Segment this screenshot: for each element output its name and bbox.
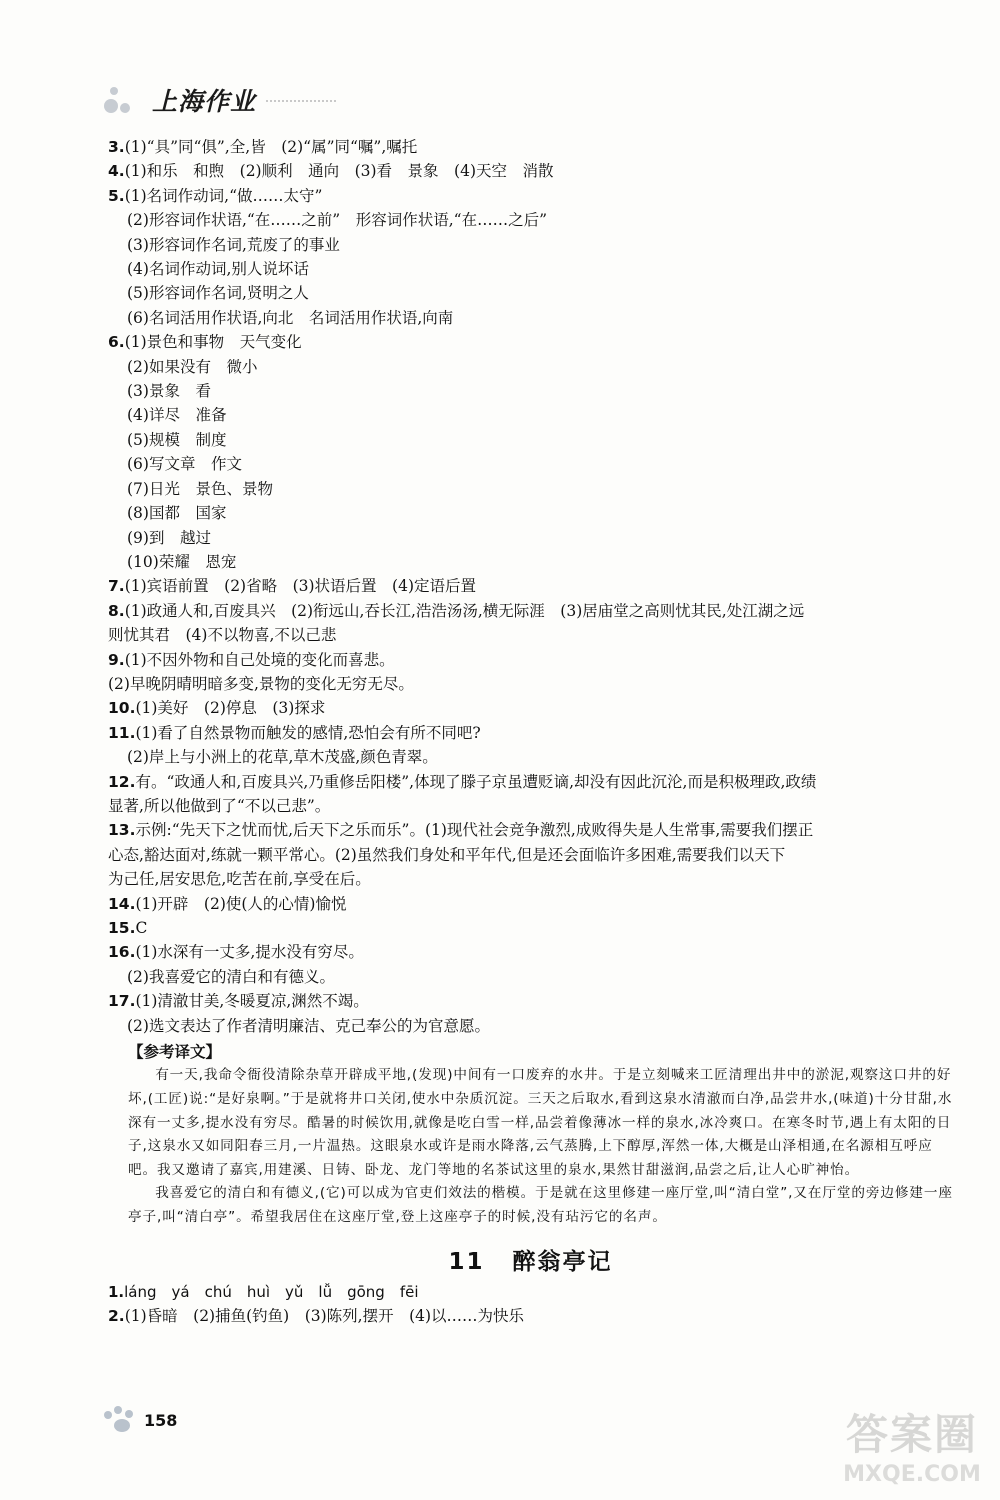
watermark xyxy=(832,1402,992,1492)
translation-paragraph-1: 有一天,我命令衙役清除杂草开辟成平地,(发现)中间有一口废弃的水井。于是立刻喊来工匠清理出井中的淤泥,观察这口井的好坏,(工匠)说:“是好泉啊。”于是就将井口关闭,使水中杂质沉淀。三天之后取水,看到这泉水清澈而白净,品尝井水,(味道)十分甘甜,水深有一丈多,提水没有穷尽。酷暑的时候饮用,就像是吃白雪一样,品尝着像薄冰一样的泉水,冰冷爽口。在寒冬时节,遇上有太阳的日子,这泉水又如同阳春三月,一片温热。这眼泉水或许是雨水降落,云气蒸腾,上下醇厚,浑然一体,大概是山泽相通,在名源相互呼应吧。我又邀请了嘉宾,用建溪、日铸、卧龙、龙门等地的名茶试这里的泉水,果然甘甜滋润,品尝之后,让人心旷神怡。 xyxy=(128,1067,953,1178)
answer-line xyxy=(108,892,953,916)
answer-text: C xyxy=(135,919,148,937)
question-number: 9. xyxy=(108,650,125,669)
answer-line xyxy=(108,208,953,232)
header-title: 上海作业 xyxy=(152,87,257,116)
answer-line xyxy=(108,526,953,550)
answer-line xyxy=(108,648,953,672)
answer-text: (2)我喜爱它的清白和有德义。 xyxy=(127,967,335,986)
answer-line xyxy=(108,306,953,330)
answer-text: (1)宾语前置 (2)省略 (3)状语后置 (4)定语后置 xyxy=(124,577,477,596)
answer-text: (4)详尽 准备 xyxy=(127,406,227,425)
answer-text: 有。“政通人和,百废具兴,乃重修岳阳楼”,体现了滕子京虽遭贬谪,却没有因此沉沦,而是积极理政,政绩 xyxy=(135,772,817,791)
answer-line xyxy=(108,403,953,427)
answer-text: 显著,所以他做到了“不以己悲”。 xyxy=(108,796,331,815)
answer-line xyxy=(108,965,953,989)
question-number: 11. xyxy=(108,723,136,742)
answer-content xyxy=(108,135,953,1329)
answer-text: (4)名词作动词,别人说坏话 xyxy=(127,260,309,279)
question-number: 12. xyxy=(108,772,136,791)
answer-text: 示例:“先天下之忧而忧,后天下之乐而乐”。(1)现代社会竞争激烈,成败得失是人生常事,需要我们摆正 xyxy=(135,821,814,840)
answer-text: (1)水深有一丈多,提水没有穷尽。 xyxy=(135,943,364,962)
answer-line xyxy=(108,501,953,525)
answer-line xyxy=(108,745,953,769)
answer-text: (1)美好 (2)停息 (3)探求 xyxy=(135,699,326,718)
answer-text: (1)看了自然景物而触发的感情,恐怕会有所不同吧? xyxy=(135,723,481,742)
translation-paragraph-2: 我喜爱它的清白和有德义,(它)可以成为官吏们效法的楷模。于是就在这里修建一座厅堂,叫“清白堂”,又在厅堂的旁边修建一座亭子,叫“清白亭”。希望我居住在这座厅堂,登上这座亭子的时候,没有玷污它的名声。 xyxy=(128,1185,953,1225)
answer-text: (2)早晚阴晴明暗多变,景物的变化无穷无尽。 xyxy=(108,674,414,693)
answer-text: (5)规模 制度 xyxy=(127,430,227,449)
page-number: 158 xyxy=(144,1410,178,1430)
answer-line xyxy=(108,281,953,305)
question-number: 4. xyxy=(108,162,125,181)
answer-line xyxy=(108,794,953,818)
answer-text: (7)日光 景色、景物 xyxy=(127,479,273,498)
watermark-glyphs: 答案圈 xyxy=(845,1410,978,1459)
question-number: 1. xyxy=(108,1283,125,1301)
answer-line xyxy=(108,159,953,183)
answer-text: (1)昏暗 (2)捕鱼(钓鱼) (3)陈列,摆开 (4)以……为快乐 xyxy=(124,1307,525,1326)
answer-text: (2)岸上与小洲上的花草,草木茂盛,颜色青翠。 xyxy=(127,748,438,767)
answer-text: (3)景象 看 xyxy=(127,382,211,401)
paw-icon xyxy=(100,1405,142,1435)
answer-text: (3)形容词作名词,荒废了的事业 xyxy=(127,235,340,254)
question-number: 15. xyxy=(108,919,136,937)
section-heading xyxy=(108,1250,953,1274)
answer-line xyxy=(108,623,953,647)
reference-label: 【参考译文】 xyxy=(128,1042,222,1062)
question-number: 17. xyxy=(108,992,136,1011)
answer-line xyxy=(108,599,953,623)
answer-line xyxy=(108,428,953,452)
answer-text: (2)如果没有 微小 xyxy=(127,357,258,376)
section-number: 11 xyxy=(448,1248,485,1275)
mascot-icon xyxy=(100,81,148,119)
answer-text: (8)国都 国家 xyxy=(127,504,227,523)
question-number: 10. xyxy=(108,699,136,718)
answer-text: (9)到 越过 xyxy=(127,528,211,547)
answer-text: (1)名词作动词,“做……太守” xyxy=(124,186,323,205)
answer-line xyxy=(108,843,953,867)
answer-line xyxy=(108,452,953,476)
answer-text: 为己任,居安思危,吃苦在前,享受在后。 xyxy=(108,870,371,889)
answer-line xyxy=(108,550,953,574)
pinyin-text: láng yá chú huì yǔ lǚ gōng fēi xyxy=(124,1283,419,1301)
answer-text: 则忧其君 (4)不以物喜,不以己悲 xyxy=(108,626,337,645)
answer-line xyxy=(108,672,953,696)
answer-line xyxy=(108,1304,953,1328)
question-number: 16. xyxy=(108,943,136,962)
answer-text: (1)政通人和,百废具兴 (2)衔远山,吞长江,浩浩汤汤,横无际涯 (3)居庙堂之高则忧其民,处江湖之远 xyxy=(124,601,805,620)
answer-text: 心态,豁达面对,练就一颗平常心。(2)虽然我们身处和平年代,但是还会面临许多困难,需要我们以天下 xyxy=(108,845,786,864)
question-number: 3. xyxy=(108,138,125,156)
answer-line xyxy=(108,940,953,964)
answer-text: (2)形容词作状语,“在……之前” 形容词作状语,“在……之后” xyxy=(127,211,548,230)
answer-line xyxy=(108,574,953,598)
answer-text: (6)名词活用作状语,向北 名词活用作状语,向南 xyxy=(127,308,454,327)
section-title: 醉翁亭记 xyxy=(512,1248,613,1275)
answer-text: (1)清澈甘美,冬暖夏凉,渊然不竭。 xyxy=(135,992,369,1011)
answer-line xyxy=(108,770,953,794)
header-dots xyxy=(266,100,336,106)
answer-text: (2)选文表达了作者清明廉洁、克己奉公的为官意愿。 xyxy=(127,1016,490,1035)
answer-text: (1)和乐 和煦 (2)顺利 通向 (3)看 景象 (4)天空 消散 xyxy=(124,162,554,181)
answer-line xyxy=(108,818,953,842)
answer-line xyxy=(108,989,953,1013)
answer-text: (1)不因外物和自己处境的变化而喜悲。 xyxy=(124,650,395,669)
question-number: 13. xyxy=(108,821,136,840)
watermark-site: MXQE.COM xyxy=(843,1462,981,1487)
answer-line xyxy=(108,233,953,257)
question-number: 8. xyxy=(108,601,125,620)
page-footer xyxy=(100,1405,177,1435)
answer-text: (10)荣耀 恩宠 xyxy=(127,552,237,571)
question-number: 5. xyxy=(108,186,125,205)
answer-text: (5)形容词作名词,贤明之人 xyxy=(127,284,309,303)
answer-line xyxy=(108,1280,953,1304)
question-number: 7. xyxy=(108,577,125,596)
answer-line xyxy=(108,379,953,403)
answer-line xyxy=(108,1014,953,1038)
answer-line xyxy=(108,330,953,354)
answer-line xyxy=(108,477,953,501)
question-number: 2. xyxy=(108,1307,125,1326)
answer-line xyxy=(108,696,953,720)
answer-line xyxy=(108,184,953,208)
answer-text: (1)开辟 (2)使(人的心情)愉悦 xyxy=(135,894,347,913)
answer-line xyxy=(108,916,953,940)
answer-text: (1)“具”同“俱”,全,皆 (2)“属”同“嘱”,嘱托 xyxy=(124,138,418,156)
answer-text: (6)写文章 作文 xyxy=(127,455,242,474)
question-number: 6. xyxy=(108,333,125,352)
answer-lines xyxy=(108,135,953,1038)
answer-line xyxy=(108,135,953,159)
page-header xyxy=(100,80,336,120)
answer-text: (1)景色和事物 天气变化 xyxy=(124,333,302,352)
answer-line xyxy=(108,867,953,891)
answer-line xyxy=(108,355,953,379)
question-number: 14. xyxy=(108,894,136,913)
answer-line xyxy=(108,257,953,281)
answer-line xyxy=(108,721,953,745)
